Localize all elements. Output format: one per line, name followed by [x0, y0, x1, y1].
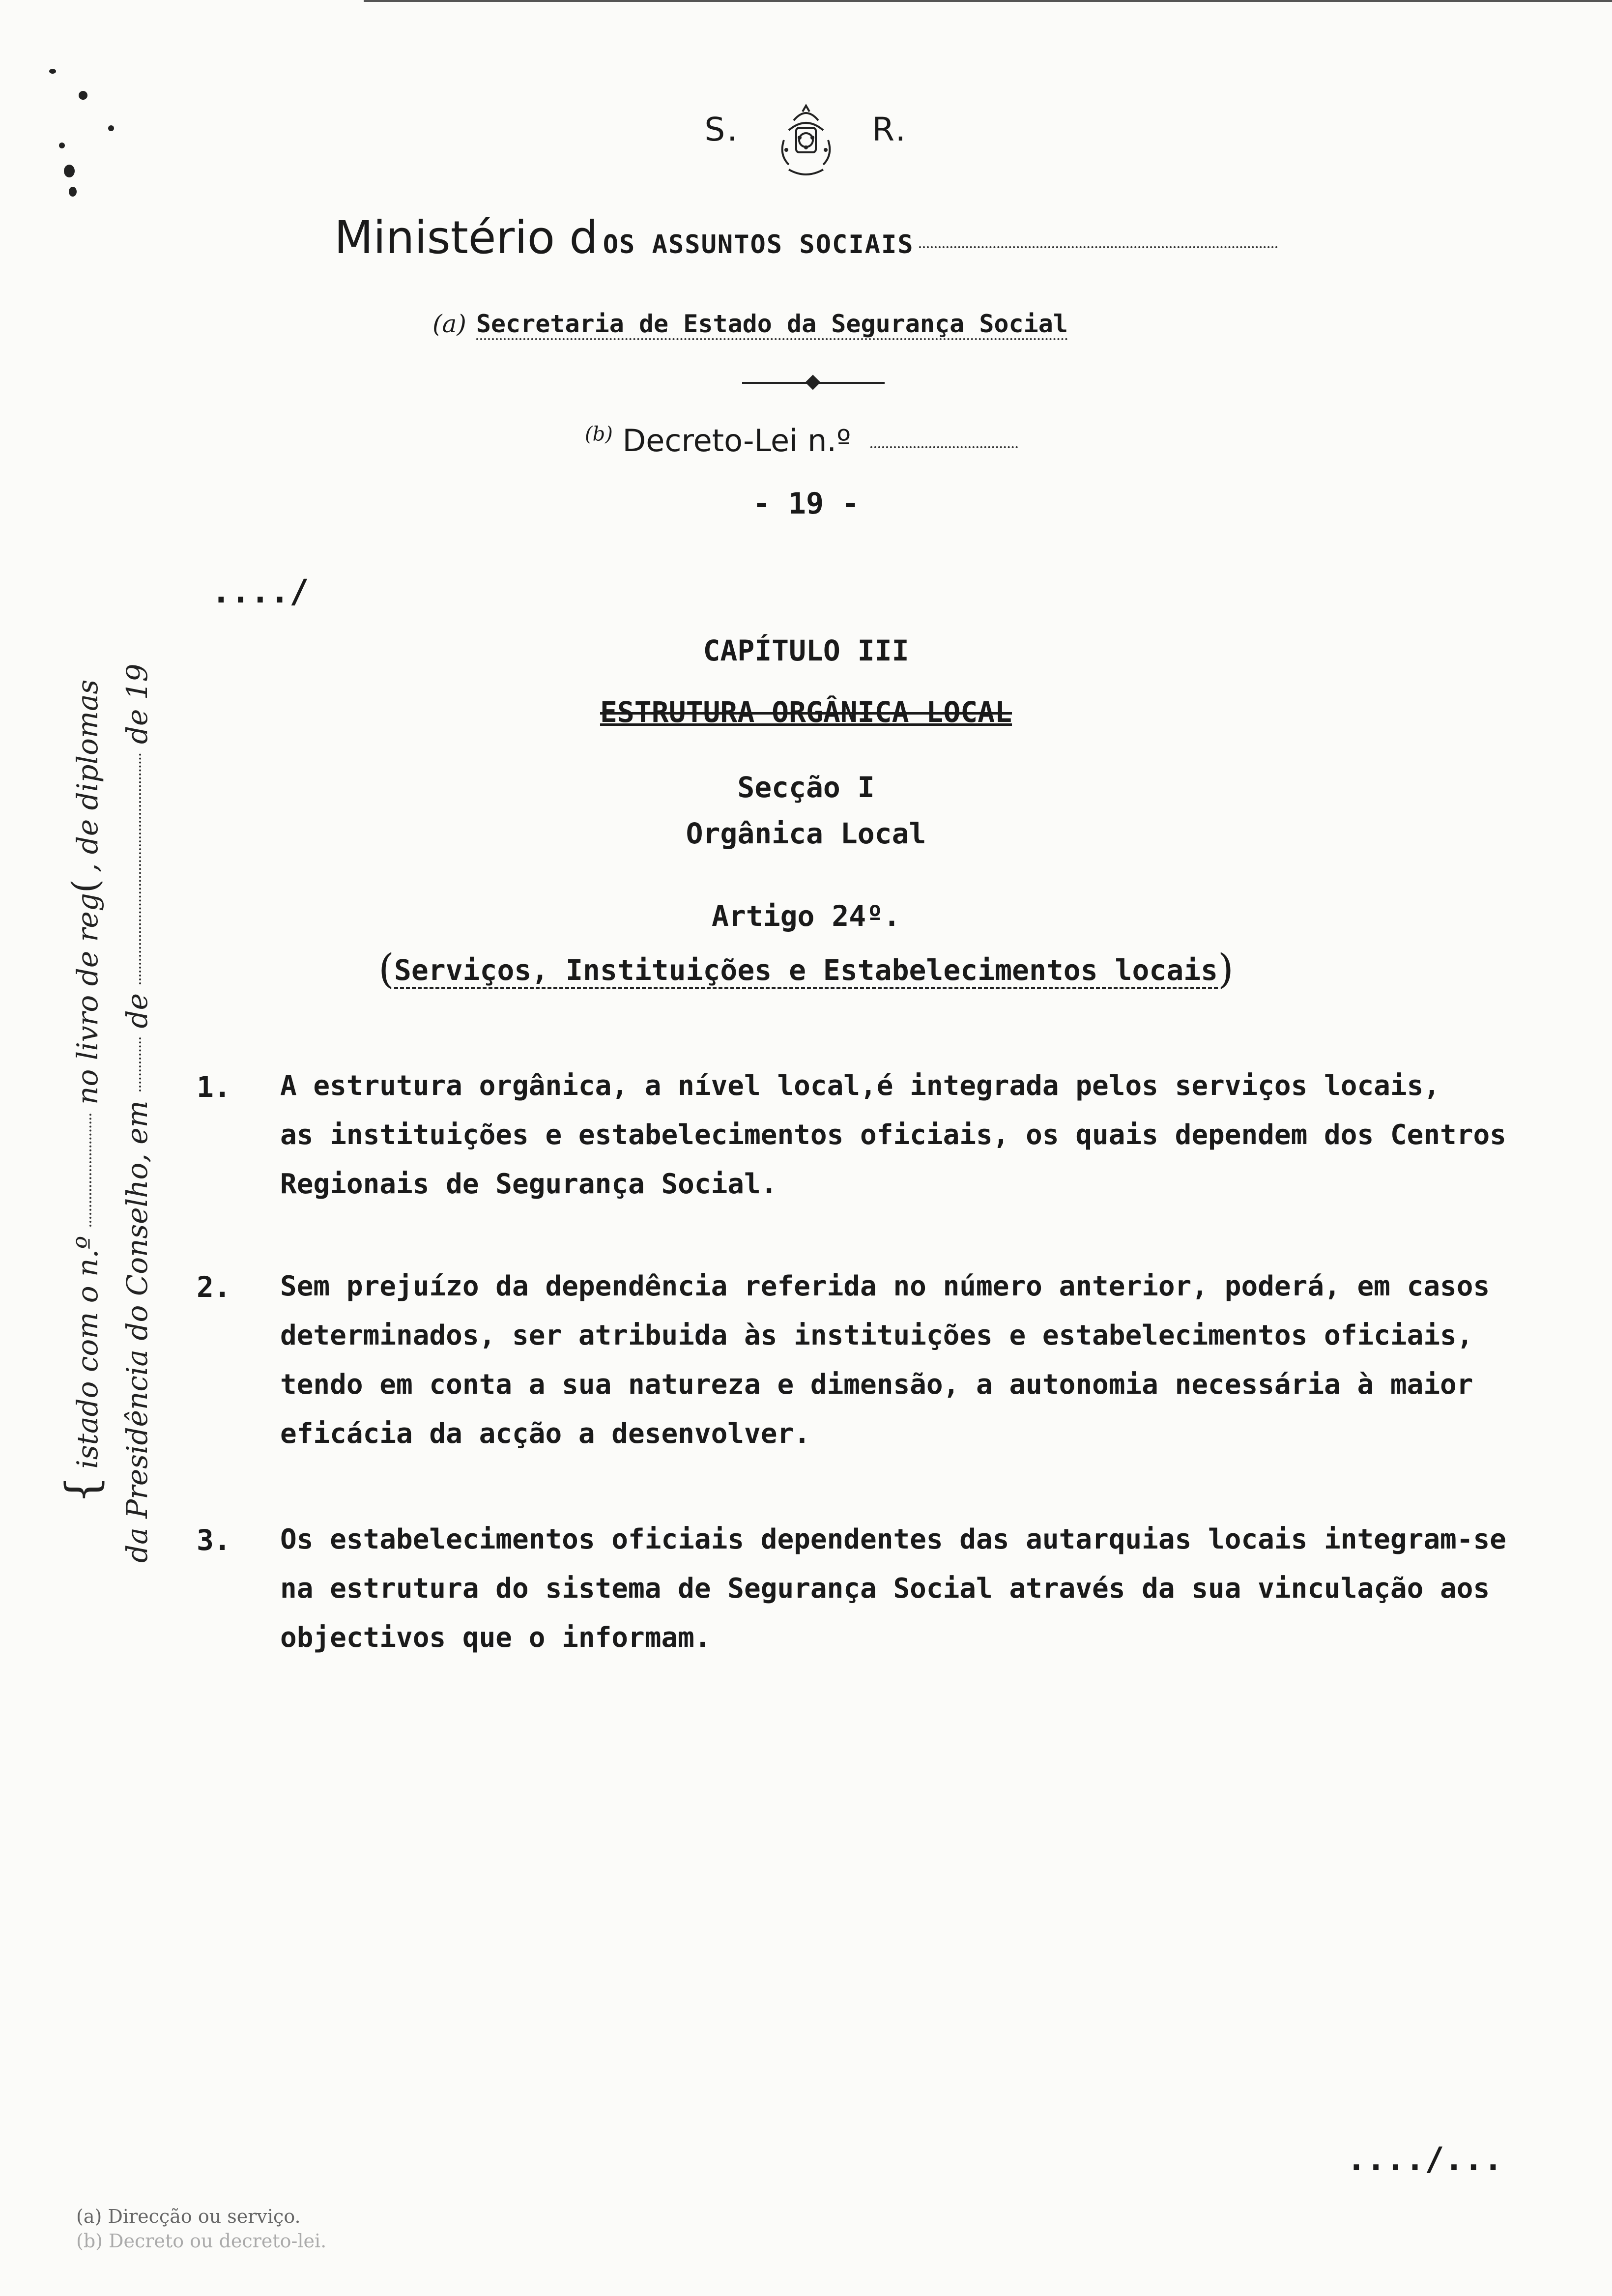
margin-line2-c: de 19: [120, 663, 154, 745]
article-title: (Serviços, Instituições e Estabelecimentos locais): [378, 946, 1234, 993]
margin-bracket: {: [57, 1475, 108, 1504]
chapter-subtitle: ESTRUTURA ORGÂNICA LOCAL: [600, 695, 1012, 729]
continuation-top: ..../: [211, 573, 309, 610]
footnote-a: (a) Direcção ou serviço.: [76, 2206, 301, 2227]
scan-speck: [59, 143, 65, 148]
paragraph-3-line-3: objectivos que o informam.: [280, 1622, 711, 1654]
paragraph-2: [280, 1262, 1538, 1459]
chapter-title: CAPÍTULO III: [703, 634, 909, 667]
paragraph-2-line-1: Sem prejuízo da dependência referida no número anterior, poderá, em casos: [280, 1270, 1490, 1302]
paragraph-3-number: 3.: [197, 1523, 231, 1557]
paragraph-1-line-1: A estrutura orgânica, a nível local,é integrada pelos serviços locais,: [280, 1070, 1440, 1102]
margin-note-line-2: [120, 663, 154, 1563]
paragraph-1-line-3: Regionais de Segurança Social.: [280, 1168, 777, 1200]
paragraph-1-number: 1.: [197, 1070, 231, 1104]
coat-of-arms-icon: [774, 101, 838, 184]
margin-line1-c: , de diplomas: [71, 679, 104, 873]
divider-diamond-icon: [805, 374, 820, 390]
continuation-bottom: ..../...: [1347, 2140, 1503, 2178]
margin-line2-b: de: [120, 993, 154, 1029]
margin-line1-b: no livro de reg: [71, 893, 104, 1105]
margin-line2-a: da Presidência do Conselho, em: [120, 1100, 154, 1563]
section-heading: Secção I: [737, 771, 875, 804]
ministry-line: [334, 211, 1278, 264]
section-title: Orgânica Local: [686, 817, 926, 850]
paragraph-1-line-2: as instituições e estabelecimentos oficiais, os quais dependem dos Centros: [280, 1119, 1506, 1151]
decreto-label: Decreto-Lei n.º: [622, 423, 851, 459]
ministry-name: OS ASSUNTOS SOCIAIS: [603, 230, 914, 259]
scan-speck: [49, 69, 56, 74]
paragraph-2-number: 2.: [197, 1270, 231, 1304]
top-border-line: [364, 0, 1612, 2]
secretaria-line: [432, 310, 1199, 338]
decreto-leader: [870, 446, 1018, 448]
scan-speck: [108, 125, 114, 131]
margin-note-line-1: {istado com o n.º no livro de reg(, de diplomas: [57, 679, 108, 1504]
header-right-letter: R.: [872, 111, 908, 148]
secretaria-mark: (a): [432, 310, 466, 338]
margin-leader-3: [139, 753, 141, 984]
paragraph-2-line-2: determinados, ser atribuida às instituições e estabelecimentos oficiais,: [280, 1320, 1473, 1351]
decreto-mark: (b): [585, 423, 613, 446]
decreto-line: [585, 423, 1018, 459]
ministry-leader: [919, 246, 1278, 248]
paragraph-2-line-3: tendo em conta a sua natureza e dimensão, a autonomia necessária à maior: [280, 1369, 1473, 1401]
paragraph-3: [280, 1515, 1538, 1663]
paragraph-3-line-2: na estrutura do sistema de Segurança Social através da sua vinculação aos: [280, 1573, 1490, 1605]
paragraph-3-line-1: Os estabelecimentos oficiais dependentes das autarquias locais integram-se: [280, 1523, 1506, 1555]
scan-speck: [69, 187, 77, 197]
article-heading: Artigo 24º.: [711, 899, 901, 933]
margin-leader-1: [89, 1114, 91, 1227]
margin-line1-a: istado com o n.º: [71, 1235, 104, 1469]
page-number: - 19 -: [752, 487, 860, 521]
margin-leader-2: [139, 1037, 141, 1091]
secretaria-text: Secretaria de Estado da Segurança Social: [476, 310, 1068, 340]
paragraph-1: [280, 1062, 1538, 1209]
scan-speck: [79, 91, 87, 100]
paragraph-2-line-4: eficácia da acção a desenvolver.: [280, 1418, 810, 1450]
ministry-prefix: Ministério d: [334, 211, 598, 264]
scan-speck: [64, 165, 75, 177]
footnote-b: (b) Decreto ou decreto-lei.: [76, 2230, 327, 2252]
article-title-text: Serviços, Instituições e Estabelecimentos locais: [394, 953, 1218, 989]
header-left-letter: S.: [704, 111, 740, 148]
